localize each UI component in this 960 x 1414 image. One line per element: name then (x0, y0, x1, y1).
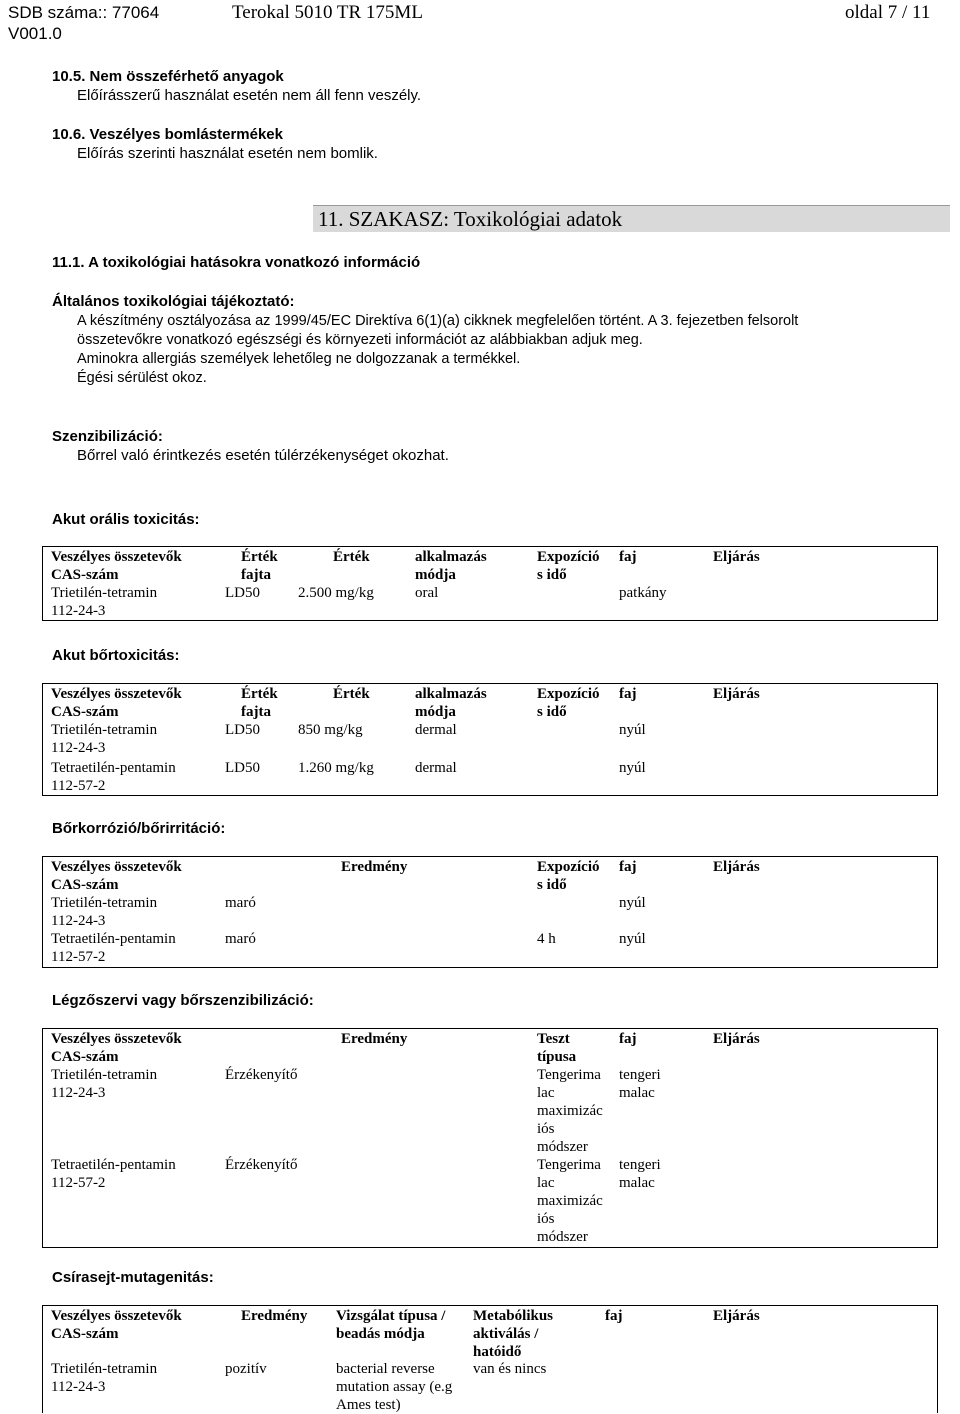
cell-name: Trietilén-tetramin (51, 1067, 158, 1083)
col-header: Veszélyes összetevők (51, 859, 182, 875)
col-header: alkalmazás (415, 686, 487, 702)
col-header: módja (415, 567, 456, 583)
general-line-2: összetevőkre vonatkozó egészségi és környezeti információt az alábbiakban adjuk meg. (77, 332, 643, 348)
cell-species: nyúl (619, 895, 646, 911)
cell-value: 2.500 mg/kg (298, 585, 374, 601)
col-header: típusa (537, 1049, 577, 1065)
cell-test: iós (537, 1211, 555, 1227)
col-header: s idő (537, 704, 567, 720)
cell-result: maró (225, 895, 256, 911)
col-header: faj (605, 1308, 623, 1324)
cell-test: mutation assay (e.g (336, 1379, 453, 1395)
general-title: Általános toxikológiai tájékoztató: (52, 293, 295, 310)
sensitization-title: Szenzibilizáció: (52, 428, 163, 445)
cell-species: patkány (619, 585, 667, 601)
col-header: Expozíció (537, 859, 600, 875)
col-header: hatóidő (473, 1344, 522, 1360)
cell-cas: 112-24-3 (51, 740, 106, 756)
section-10-6-title: 10.6. Veszélyes bomlástermékek (52, 126, 283, 143)
col-header: faj (619, 686, 637, 702)
cell-route: oral (415, 585, 439, 601)
col-header: Érték (241, 686, 278, 702)
cell-cas: 112-57-2 (51, 1175, 106, 1191)
dermal-table (42, 683, 938, 796)
cell-test: lac (537, 1085, 555, 1101)
col-header: Veszélyes összetevők (51, 1308, 182, 1324)
cell-test: Tengerima (537, 1157, 601, 1173)
cell-cas: 112-24-3 (51, 1379, 106, 1395)
col-header: beadás módja (336, 1326, 425, 1342)
section-10-5-text: Előírásszerű használat esetén nem áll fenn veszély. (77, 87, 422, 104)
page-number: oldal 7 / 11 (845, 2, 931, 23)
col-header: Eljárás (713, 549, 760, 565)
col-header: CAS-szám (51, 1326, 119, 1342)
col-header: Veszélyes összetevők (51, 1031, 182, 1047)
sdb-number: SDB száma:: 77064 (8, 3, 160, 22)
cell-time: 4 h (537, 931, 556, 947)
cell-test: maximizác (537, 1193, 603, 1209)
cell-test: maximizác (537, 1103, 603, 1119)
col-header: CAS-szám (51, 877, 119, 893)
cell-species: malac (619, 1175, 655, 1191)
col-header: faj (619, 1031, 637, 1047)
cell-cas: 112-24-3 (51, 913, 106, 929)
cell-cas: 112-57-2 (51, 949, 106, 965)
col-header: faj (619, 549, 637, 565)
cell-activation: van és nincs (473, 1361, 547, 1377)
cell-name: Trietilén-tetramin (51, 585, 158, 601)
corrosion-title: Bőrkorrózió/bőrirritáció: (52, 820, 226, 837)
col-header: Eredmény (241, 1308, 308, 1324)
cell-species: tengeri (619, 1157, 661, 1173)
section-10-5-title: 10.5. Nem összeférhető anyagok (52, 68, 284, 85)
col-header: fajta (241, 704, 271, 720)
cell-species: nyúl (619, 760, 646, 776)
cell-name: Tetraetilén-pentamin (51, 931, 176, 947)
col-header: Expozíció (537, 686, 600, 702)
col-header: Veszélyes összetevők (51, 686, 182, 702)
general-line-1: A készítmény osztályozása az 1999/45/EC Direktíva 6(1)(a) cikknek megfelelően történt. A 3. fejezetben felsorolt (77, 313, 799, 329)
version: V001.0 (8, 24, 62, 43)
cell-species: nyúl (619, 722, 646, 738)
col-header: CAS-szám (51, 567, 119, 583)
section-11-1-title: 11.1. A toxikológiai hatásokra vonatkozó információ (52, 254, 421, 271)
cell-name: Tetraetilén-pentamin (51, 760, 176, 776)
cell-route: dermal (415, 760, 457, 776)
cell-name: Tetraetilén-pentamin (51, 1157, 176, 1173)
respiratory-table (42, 1028, 938, 1248)
cell-test: Ames test) (336, 1397, 401, 1413)
col-header: Teszt (537, 1031, 570, 1047)
cell-result: Érzékenyítő (225, 1157, 298, 1173)
dermal-title: Akut bőrtoxicitás: (52, 647, 180, 664)
col-header: fajta (241, 567, 271, 583)
col-header: aktiválás / (473, 1326, 539, 1342)
cell-test: módszer (537, 1139, 588, 1155)
col-header: Eredmény (341, 1031, 408, 1047)
section-10-6-text: Előírás szerinti használat esetén nem bomlik. (77, 145, 378, 162)
cell-route: dermal (415, 722, 457, 738)
cell-name: Trietilén-tetramin (51, 722, 158, 738)
cell-test: bacterial reverse (336, 1361, 435, 1377)
col-header: Eljárás (713, 686, 760, 702)
cell-type: LD50 (225, 585, 260, 601)
col-header: faj (619, 859, 637, 875)
cell-type: LD50 (225, 722, 260, 738)
col-header: Vizsgálat típusa / (336, 1308, 446, 1324)
cell-cas: 112-57-2 (51, 778, 106, 794)
cell-result: pozitív (225, 1361, 267, 1377)
col-header: alkalmazás (415, 549, 487, 565)
general-line-4: Égési sérülést okoz. (77, 370, 207, 386)
cell-test: Tengerima (537, 1067, 601, 1083)
cell-type: LD50 (225, 760, 260, 776)
col-header: Eljárás (713, 859, 760, 875)
cell-test: lac (537, 1175, 555, 1191)
col-header: Veszélyes összetevők (51, 549, 182, 565)
col-header: Expozíció (537, 549, 600, 565)
sensitization-text: Bőrrel való érintkezés esetén túlérzékenységet okozhat. (77, 447, 449, 464)
col-header: s idő (537, 567, 567, 583)
col-header: Érték (333, 686, 370, 702)
col-header: Érték (241, 549, 278, 565)
general-line-3: Aminokra allergiás személyek lehetőleg ne dolgozzanak a termékkel. (77, 351, 521, 367)
corrosion-table (42, 856, 938, 968)
col-header: Eljárás (713, 1031, 760, 1047)
cell-name: Trietilén-tetramin (51, 1361, 158, 1377)
cell-result: Érzékenyítő (225, 1067, 298, 1083)
oral-table (42, 546, 938, 621)
cell-cas: 112-24-3 (51, 1085, 106, 1101)
col-header: CAS-szám (51, 1049, 119, 1065)
section-11-title: 11. SZAKASZ: Toxikológiai adatok (318, 207, 623, 231)
cell-result: maró (225, 931, 256, 947)
cell-cas: 112-24-3 (51, 603, 106, 619)
cell-species: tengeri (619, 1067, 661, 1083)
col-header: s idő (537, 877, 567, 893)
product-name: Terokal 5010 TR 175ML (232, 2, 423, 23)
cell-name: Trietilén-tetramin (51, 895, 158, 911)
mutagenicity-table (42, 1305, 938, 1413)
col-header: CAS-szám (51, 704, 119, 720)
cell-test: módszer (537, 1229, 588, 1245)
cell-value: 1.260 mg/kg (298, 760, 374, 776)
cell-species: nyúl (619, 931, 646, 947)
cell-value: 850 mg/kg (298, 722, 363, 738)
mutagenicity-title: Csírasejt-mutagenitás: (52, 1269, 214, 1286)
col-header: Eredmény (341, 859, 408, 875)
col-header: Eljárás (713, 1308, 760, 1324)
oral-title: Akut orális toxicitás: (52, 511, 200, 528)
col-header: Érték (333, 549, 370, 565)
cell-species: malac (619, 1085, 655, 1101)
cell-test: iós (537, 1121, 555, 1137)
respiratory-title: Légzőszervi vagy bőrszenzibilizáció: (52, 992, 314, 1009)
col-header: módja (415, 704, 456, 720)
col-header: Metabólikus (473, 1308, 554, 1324)
